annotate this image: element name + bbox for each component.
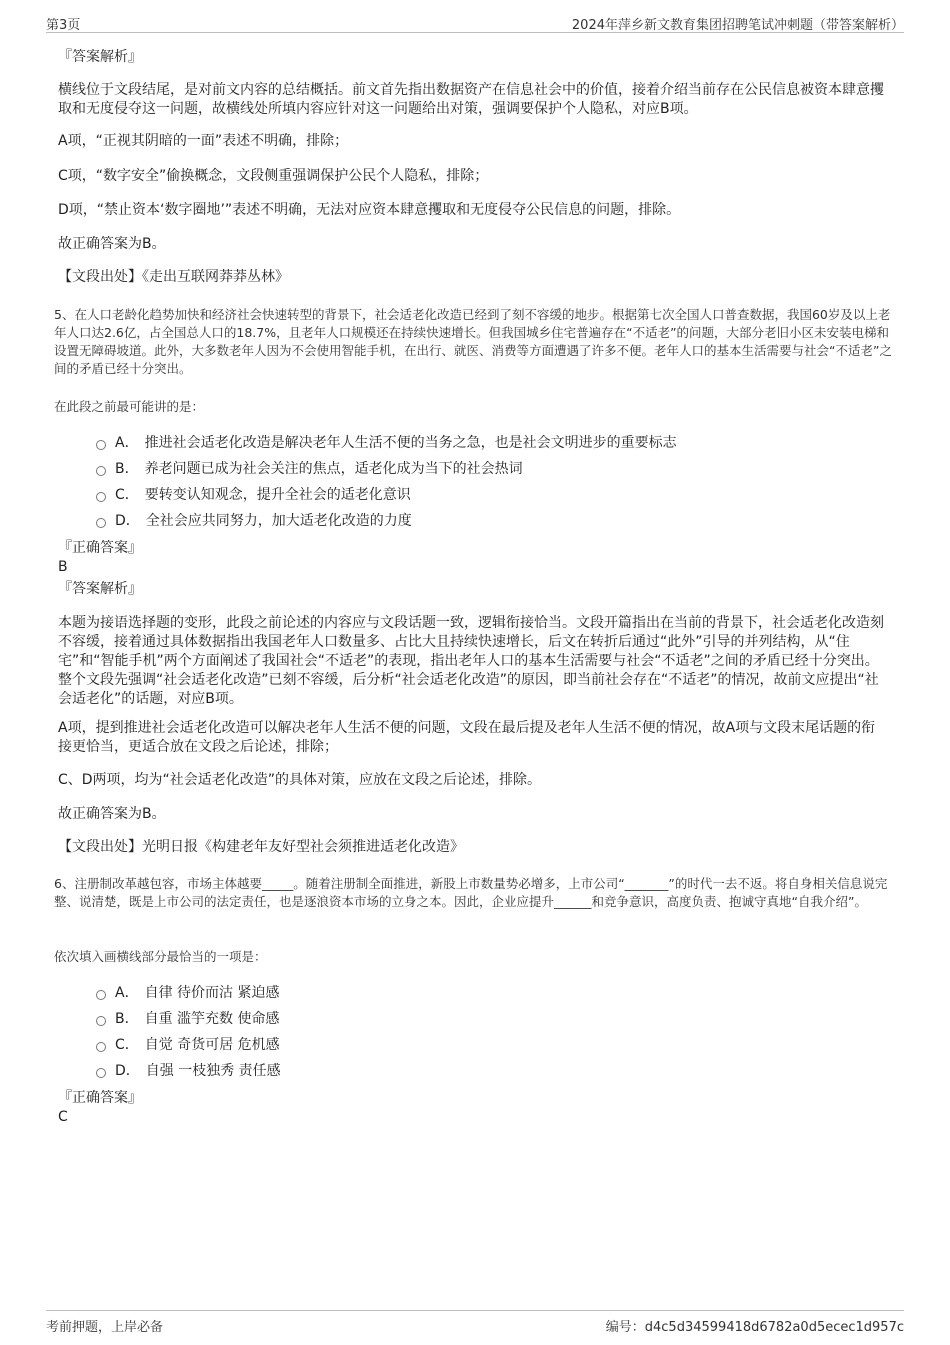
q5-option-b[interactable]: B． 养老问题已成为社会关注的焦点，适老化成为当下的社会热词 xyxy=(96,459,523,479)
q6-option-a[interactable]: A． 自律 待价而沽 紧迫感 xyxy=(96,983,279,1003)
radio-button-icon[interactable] xyxy=(96,492,106,502)
q4-source: 【文段出处】《走出互联网莽莽丛林》 xyxy=(58,269,289,285)
q5-prompt: 在此段之前最可能讲的是： xyxy=(54,399,205,414)
q4-option-a-note: A项，“正视其阴暗的一面”表述不明确，排除； xyxy=(58,133,349,149)
q5-answer: B xyxy=(58,559,68,575)
document-title: 2024年萍乡新文教育集团招聘笔试冲刺题（带答案解析） xyxy=(571,18,904,33)
radio-button-icon[interactable] xyxy=(96,1016,106,1026)
q6-prompt: 依次填入画横线部分最恰当的一项是： xyxy=(54,949,267,964)
page-number: 第3页 xyxy=(46,18,81,33)
q6-option-b[interactable]: B． 自重 滥竽充数 使命感 xyxy=(96,1009,280,1029)
q6-answer: C xyxy=(58,1109,68,1125)
document-id: 编号：d4c5d34599418d6782a0d5ecec1d957c xyxy=(605,1320,904,1335)
q5-answer-label: 『正确答案』 xyxy=(58,540,142,556)
q5-analysis-label: 『答案解析』 xyxy=(58,581,142,597)
q6-option-d[interactable]: D． 自强 一枝独秀 责任感 xyxy=(96,1061,281,1081)
q6-answer-label: 『正确答案』 xyxy=(58,1090,142,1106)
q5-source: 【文段出处】光明日报《构建老年友好型社会须推进适老化改造》 xyxy=(58,839,464,855)
radio-button-icon[interactable] xyxy=(96,1068,106,1078)
q4-conclusion: 故正确答案为B。 xyxy=(58,236,166,252)
q4-option-d-note: D项，“禁止资本‘数字圈地’”表述不明确，无法对应资本肆意攫取和无度侵夺公民信息的问题，排除。 xyxy=(58,202,681,218)
page-footer xyxy=(46,1310,904,1335)
q4-option-c-note: C项，“数字安全”偷换概念，文段侧重强调保护公民个人隐私，排除； xyxy=(58,168,489,184)
footer-slogan: 考前押题，上岸必备 xyxy=(46,1320,164,1335)
radio-button-icon[interactable] xyxy=(96,440,106,450)
radio-button-icon[interactable] xyxy=(96,1042,106,1052)
q5-option-d[interactable]: D． 全社会应共同努力，加大适老化改造的力度 xyxy=(96,511,412,531)
q5-option-cd-note: C、D两项，均为“社会适老化改造”的具体对策，应放在文段之后论述，排除。 xyxy=(58,772,542,788)
q5-option-a[interactable]: A． 推进社会适老化改造是解决老年人生活不便的当务之急，也是社会文明进步的重要标志 xyxy=(96,433,677,453)
q5-option-c[interactable]: C． 要转变认知观念，提升全社会的适老化意识 xyxy=(96,485,411,505)
q5-stem: 5、在人口老龄化趋势加快和经济社会快速转型的背景下，社会适老化改造已经到了刻不容缓的地步。根据第七次全国人口普查数据，我国60岁及以上老年人口达2.6亿，占全国总人口的18.7%，且老年人口规模还在持续快速增长。但我国城乡住宅普遍存在“不适老”的问题，大部分老旧小区未安装电梯和设置无障碍坡道。此外，大多数老年人因为不会使用智能手机，在出行、就医、消费等方面遭遇了许多不便。老年人口的基本生活需要与社会“不适老”之间的矛盾已经十分突出。 xyxy=(54,307,892,376)
radio-button-icon[interactable] xyxy=(96,466,106,476)
radio-button-icon[interactable] xyxy=(96,518,106,528)
q5-conclusion: 故正确答案为B。 xyxy=(58,806,166,822)
q6-option-c[interactable]: C． 自觉 奇货可居 危机感 xyxy=(96,1035,280,1055)
q5-option-a-note: A项，提到推进社会适老化改造可以解决老年人生活不便的问题，文段在最后提及老年人生活不便的情况，故A项与文段末尾话题的衔接更恰当，更适合放在文段之后论述，排除； xyxy=(58,720,876,755)
q4-analysis-label: 『答案解析』 xyxy=(58,49,142,65)
radio-button-icon[interactable] xyxy=(96,990,106,1000)
page-header xyxy=(46,12,904,33)
q5-analysis-text: 本题为接语选择题的变形，此段之前论述的内容应与文段话题一致，逻辑衔接恰当。文段开篇指出在当前的背景下，社会适老化改造刻不容缓，接着通过具体数据指出我国老年人口数量多、占比大且持续快速增长，后文在转折后通过“此外”引导的并列结构，从“住宅”和“智能手机”两个方面阐述了我国社会“不适老”的表现，指出老年人口的基本生活需要与社会“不适老”之间的矛盾已经十分突出。整个文段先强调“社会适老化改造”已刻不容缓，后分析“社会适老化改造”的原因，即当前社会存在“不适老”的情况，故前文应提出“社会适老化”的话题，对应B项。 xyxy=(58,615,884,707)
q6-stem: 6、注册制改革越包容，市场主体越要_____。随着注册制全面推进，新股上市数量势必增多，上市公司“_______”的时代一去不返。将自身相关信息说完整、说清楚，既是上市公司的法定责任，也是逐浪资本市场的立身之本。因此，企业应提升______和竞争意识，高度负责、抱诚守真地“自我介绍”。 xyxy=(54,876,888,909)
q4-analysis-text: 横线位于文段结尾，是对前文内容的总结概括。前文首先指出数据资产在信息社会中的价值，接着介绍当前存在公民信息被资本肆意攫取和无度侵夺这一问题，故横线处所填内容应针对这一问题给出对策，强调要保护个人隐私，对应B项。 xyxy=(58,82,884,117)
